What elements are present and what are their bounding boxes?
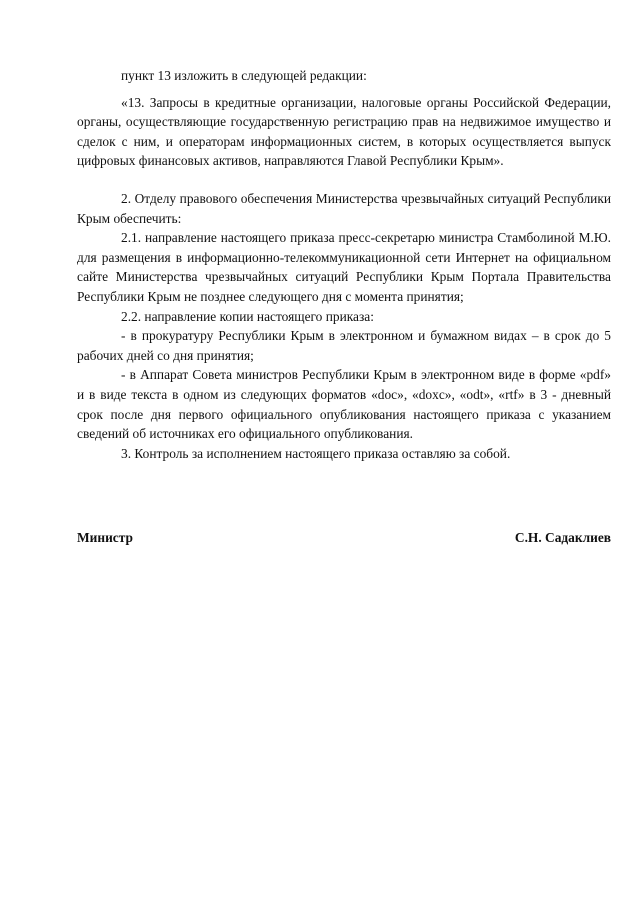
document-body: [77, 66, 611, 463]
clause-3: 3. Контроль за исполнением настоящего приказа оставляю за собой.: [121, 445, 511, 461]
signatory-name: С.Н. Садаклиев: [514, 530, 611, 545]
clause-2-2-item-prosecutor: - в прокуратуру Республики Крым в электронном и бумажном видах – в срок до 5 рабочих дней со дня принятия;: [77, 328, 611, 363]
signatory-position: Министр: [77, 530, 133, 545]
amendment-text: «13. Запросы в кредитные организации, налоговые органы Российской Федерации, органы, осуществляющие государственную регистрацию прав на недвижимое имущество и сделок с ним, и операторам информационных систем, в которых осуществляется выпуск цифровых финансовых активов, направляются Главой Республики Крым».: [77, 94, 611, 169]
clause-2-1: 2.1. направление настоящего приказа пресс-секретарю министра Стамболиной М.Ю. для размещения в информационно-телекоммуникационной сети Интернет на официальном сайте Министерства чрезвычайных ситуаций Республики Крым Портала Правительства Республики Крым не позднее следующего дня с момента принятия;: [77, 230, 611, 304]
clause-2-2-item-council: - в Аппарат Совета министров Республики Крым в электронном виде в форме «pdf» и в виде текста в одном из следующих форматов «doc», «doxc», «odt», «rtf» в 3 - дневный срок после дня первого официального опубликования настоящего приказа с указанием сведений об источниках его официального опубликования.: [77, 367, 611, 442]
signature-block: [77, 528, 611, 548]
clause-2-2: 2.2. направление копии настоящего приказа:: [121, 308, 374, 324]
amendment-intro: пункт 13 изложить в следующей редакции:: [121, 68, 367, 83]
clause-2: 2. Отделу правового обеспечения Министерства чрезвычайных ситуаций Республики Крым обеспечить:: [77, 190, 611, 226]
